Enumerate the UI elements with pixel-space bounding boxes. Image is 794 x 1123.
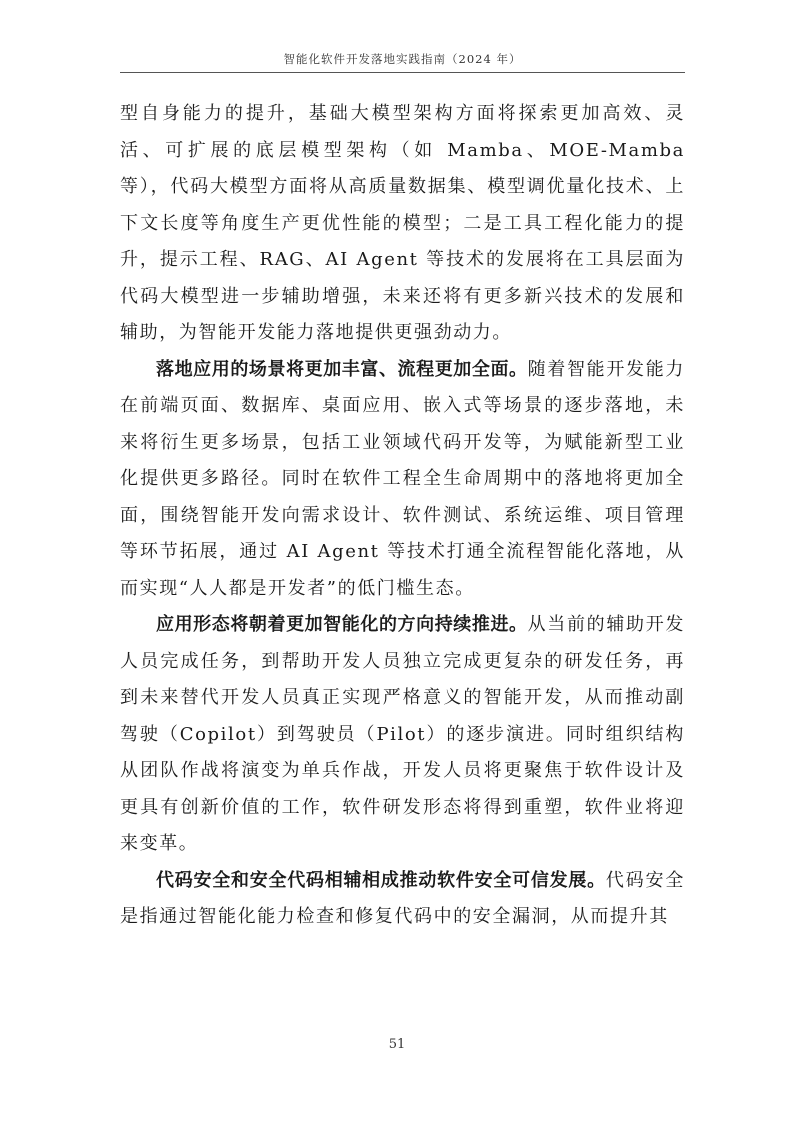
running-header: 智能化软件开发落地实践指南（2024 年） [283, 52, 522, 66]
paragraph-text: 随着智能开发能力在前端页面、数据库、桌面应用、嵌入式等场景的逐步落地，未来将衍生更多场景，包括工业领域代码开发等，为赋能新型工业化提供更多路径。同时在软件工程全生命周期中的落地将更加全面，围绕智能开发向需求设计、软件测试、系统运维、项目管理等环节拓展，通过 AI Agent 等技术打通全流程智能化落地，从而实现“人人都是开发者”的低门槛生态。 [120, 358, 685, 599]
header-divider [120, 72, 685, 73]
body-text [120, 96, 685, 936]
page-number: 51 [388, 1037, 406, 1052]
paragraph-application-scenarios [120, 352, 685, 608]
paragraph-application-form [120, 607, 685, 863]
paragraph-code-security [120, 863, 685, 936]
paragraph-continuation [120, 96, 685, 352]
paragraph-lead: 落地应用的场景将更加丰富、流程更加全面。 [156, 358, 528, 380]
paragraph-text: 从当前的辅助开发人员完成任务，到帮助开发人员独立完成更复杂的研发任务，再到未来替代开发人员真正实现严格意义的智能开发，从而推动副驾驶（Copilot）到驾驶员（Pilot）的逐步演进。同时组织结构从团队作战将演变为单兵作战，开发人员将更聚焦于软件设计及更具有创新价值的工作，软件研发形态将得到重塑，软件业将迎来变革。 [120, 614, 685, 854]
paragraph-text: 型自身能力的提升，基础大模型架构方面将探索更加高效、灵活、可扩展的底层模型架构（如 Mamba、MOE-Mamba 等），代码大模型方面将从高质量数据集、模型调优量化技术、上下文长度等角度生产更优性能的模型；二是工具工程化能力的提升，提示工程、RAG、AI Agent 等技术的发展将在工具层面为代码大模型进一步辅助增强，未来还将有更多新兴技术的发展和辅助，为智能开发能力落地提供更强劲动力。 [120, 103, 685, 343]
paragraph-lead: 代码安全和安全代码相辅相成推动软件安全可信发展。 [156, 869, 606, 891]
paragraph-text: 代码安全是指通过智能化能力检查和修复代码中的安全漏洞，从而提升其 [120, 869, 685, 927]
paragraph-lead: 应用形态将朝着更加智能化的方向持续推进。 [156, 614, 528, 635]
